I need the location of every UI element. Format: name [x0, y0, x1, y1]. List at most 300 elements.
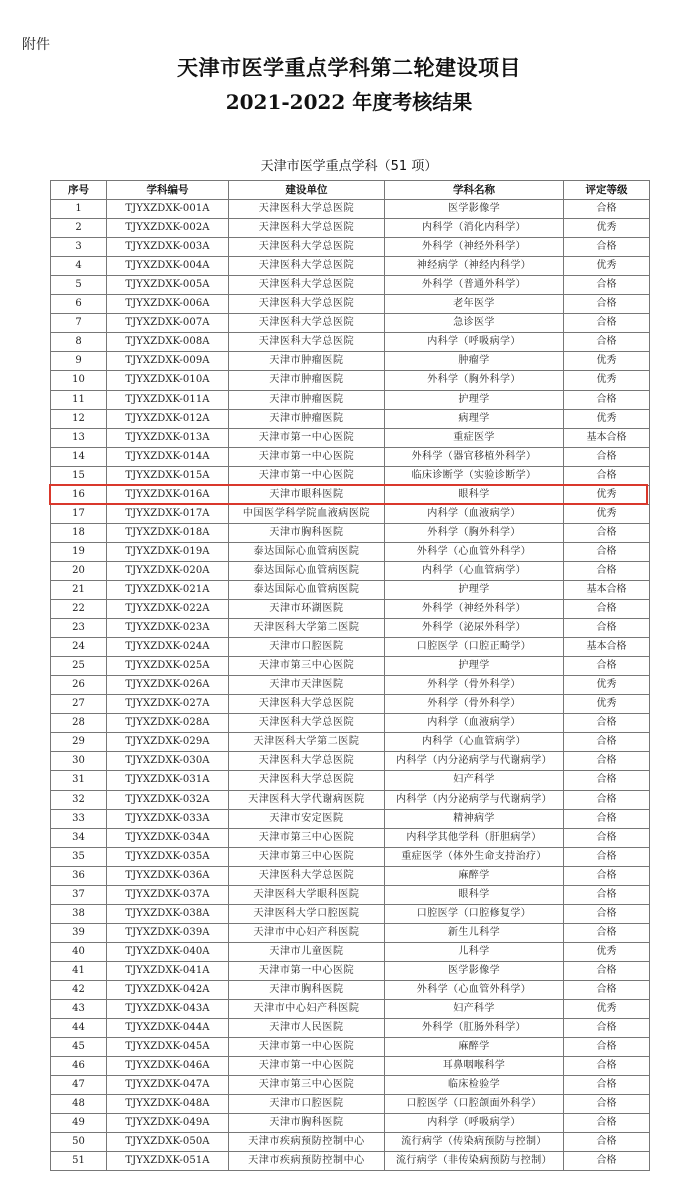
- row-subject-cell: 内科学（血液病学）: [385, 714, 564, 733]
- row-subject-cell: 眼科学: [385, 885, 564, 904]
- table-row: [51, 428, 650, 447]
- row-unit-cell: 天津医科大学总医院: [229, 866, 385, 885]
- row-seq-cell: 20: [51, 561, 107, 580]
- row-subject-cell: 内科学（心血管病学）: [385, 733, 564, 752]
- row-subject-cell: 妇产科学: [385, 1000, 564, 1019]
- row-subject-cell: 麻醉学: [385, 866, 564, 885]
- row-code-cell: TJYXZDXK-003A: [107, 238, 229, 257]
- row-seq-cell: 50: [51, 1133, 107, 1152]
- row-seq-cell: 11: [51, 390, 107, 409]
- table-row: [51, 219, 650, 238]
- row-subject-cell: 口腔医学（口腔修复学）: [385, 904, 564, 923]
- table-row: [51, 1152, 650, 1171]
- row-grade-cell: 合格: [564, 1133, 650, 1152]
- row-subject-cell: 内科学（内分泌病学与代谢病学）: [385, 752, 564, 771]
- row-grade-cell: 合格: [564, 1038, 650, 1057]
- row-code-cell: TJYXZDXK-005A: [107, 276, 229, 295]
- table-row: [51, 276, 650, 295]
- row-subject-cell: 内科学（心血管病学）: [385, 561, 564, 580]
- table-row: [51, 790, 650, 809]
- row-code-cell: TJYXZDXK-045A: [107, 1038, 229, 1057]
- row-seq-cell: 1: [51, 200, 107, 219]
- row-unit-cell: 天津医科大学总医院: [229, 333, 385, 352]
- row-unit-cell: 天津市第三中心医院: [229, 657, 385, 676]
- row-code-cell: TJYXZDXK-032A: [107, 790, 229, 809]
- document-title: 天津市医学重点学科第二轮建设项目: [177, 55, 521, 80]
- row-grade-cell: 合格: [564, 1095, 650, 1114]
- row-unit-cell: 天津市疾病预防控制中心: [229, 1152, 385, 1171]
- row-unit-cell: 天津医科大学总医院: [229, 771, 385, 790]
- row-unit-cell: 天津医科大学总医院: [229, 276, 385, 295]
- row-subject-cell: 外科学（骨外科学）: [385, 695, 564, 714]
- row-grade-cell: 合格: [564, 771, 650, 790]
- row-seq-cell: 15: [51, 466, 107, 485]
- row-code-cell: TJYXZDXK-008A: [107, 333, 229, 352]
- attachment-label: 附件: [22, 37, 50, 53]
- row-grade-cell: 基本合格: [564, 638, 650, 657]
- table-row: [51, 714, 650, 733]
- row-seq-cell: 47: [51, 1076, 107, 1095]
- row-seq-cell: 7: [51, 314, 107, 333]
- row-code-cell: TJYXZDXK-047A: [107, 1076, 229, 1095]
- row-code-cell: TJYXZDXK-029A: [107, 733, 229, 752]
- row-seq-cell: 51: [51, 1152, 107, 1171]
- row-grade-cell: 合格: [564, 733, 650, 752]
- row-code-cell: TJYXZDXK-039A: [107, 923, 229, 942]
- header-unit: 建设单位: [229, 181, 385, 200]
- row-seq-cell: 34: [51, 828, 107, 847]
- table-row: [51, 828, 650, 847]
- row-seq-cell: 35: [51, 847, 107, 866]
- table-row: [51, 619, 650, 638]
- row-grade-cell: 合格: [564, 600, 650, 619]
- row-code-cell: TJYXZDXK-010A: [107, 371, 229, 390]
- row-unit-cell: 天津医科大学第二医院: [229, 733, 385, 752]
- row-seq-cell: 19: [51, 542, 107, 561]
- table-row: [51, 961, 650, 980]
- row-seq-cell: 17: [51, 504, 107, 523]
- header-subject: 学科名称: [385, 181, 564, 200]
- row-code-cell: TJYXZDXK-042A: [107, 980, 229, 999]
- row-grade-cell: 优秀: [564, 257, 650, 276]
- table-row: [51, 371, 650, 390]
- row-code-cell: TJYXZDXK-026A: [107, 676, 229, 695]
- table-row: [51, 638, 650, 657]
- row-grade-cell: 优秀: [564, 942, 650, 961]
- row-subject-cell: 内科学其他学科（肝胆病学）: [385, 828, 564, 847]
- row-code-cell: TJYXZDXK-011A: [107, 390, 229, 409]
- row-seq-cell: 27: [51, 695, 107, 714]
- row-code-cell: TJYXZDXK-049A: [107, 1114, 229, 1133]
- row-subject-cell: 内科学（呼吸病学）: [385, 333, 564, 352]
- row-grade-cell: 合格: [564, 885, 650, 904]
- row-grade-cell: 合格: [564, 904, 650, 923]
- row-seq-cell: 4: [51, 257, 107, 276]
- row-seq-cell: 46: [51, 1057, 107, 1076]
- row-seq-cell: 45: [51, 1038, 107, 1057]
- row-code-cell: TJYXZDXK-001A: [107, 200, 229, 219]
- row-seq-cell: 33: [51, 809, 107, 828]
- row-seq-cell: 29: [51, 733, 107, 752]
- row-unit-cell: 天津医科大学总医院: [229, 200, 385, 219]
- row-unit-cell: 天津市安定医院: [229, 809, 385, 828]
- row-unit-cell: 天津医科大学第二医院: [229, 619, 385, 638]
- row-code-cell: TJYXZDXK-019A: [107, 542, 229, 561]
- row-subject-cell: 精神病学: [385, 809, 564, 828]
- row-subject-cell: 外科学（普通外科学）: [385, 276, 564, 295]
- row-grade-cell: 合格: [564, 828, 650, 847]
- row-seq-cell: 8: [51, 333, 107, 352]
- row-subject-cell: 神经病学（神经内科学）: [385, 257, 564, 276]
- row-unit-cell: 天津市第一中心医院: [229, 1038, 385, 1057]
- row-unit-cell: 天津市疾病预防控制中心: [229, 1133, 385, 1152]
- table-row: [51, 1076, 650, 1095]
- row-grade-cell: 基本合格: [564, 428, 650, 447]
- row-seq-cell: 3: [51, 238, 107, 257]
- row-unit-cell: 中国医学科学院血液病医院: [229, 504, 385, 523]
- row-subject-cell: 临床检验学: [385, 1076, 564, 1095]
- row-unit-cell: 天津医科大学总医院: [229, 257, 385, 276]
- row-grade-cell: 合格: [564, 866, 650, 885]
- row-subject-cell: 外科学（心血管外科学）: [385, 542, 564, 561]
- row-unit-cell: 天津市环湖医院: [229, 600, 385, 619]
- row-code-cell: TJYXZDXK-050A: [107, 1133, 229, 1152]
- row-subject-cell: 眼科学: [385, 485, 564, 504]
- table-row: [51, 352, 650, 371]
- row-unit-cell: 天津市第一中心医院: [229, 1057, 385, 1076]
- row-grade-cell: 合格: [564, 1152, 650, 1171]
- row-seq-cell: 41: [51, 961, 107, 980]
- table-row: [51, 942, 650, 961]
- row-code-cell: TJYXZDXK-002A: [107, 219, 229, 238]
- row-unit-cell: 天津市肿瘤医院: [229, 409, 385, 428]
- row-seq-cell: 21: [51, 580, 107, 599]
- row-unit-cell: 天津市肿瘤医院: [229, 352, 385, 371]
- row-seq-cell: 2: [51, 219, 107, 238]
- row-grade-cell: 合格: [564, 923, 650, 942]
- header-seq: 序号: [51, 181, 107, 200]
- row-seq-cell: 30: [51, 752, 107, 771]
- table-row: [51, 1057, 650, 1076]
- row-subject-cell: 临床诊断学（实验诊断学）: [385, 466, 564, 485]
- row-code-cell: TJYXZDXK-030A: [107, 752, 229, 771]
- row-seq-cell: 24: [51, 638, 107, 657]
- row-unit-cell: 天津市人民医院: [229, 1019, 385, 1038]
- table-row: [51, 1114, 650, 1133]
- row-grade-cell: 合格: [564, 523, 650, 542]
- table-row: [51, 657, 650, 676]
- row-code-cell: TJYXZDXK-038A: [107, 904, 229, 923]
- row-unit-cell: 天津市中心妇产科医院: [229, 1000, 385, 1019]
- table-row: [51, 238, 650, 257]
- row-code-cell: TJYXZDXK-009A: [107, 352, 229, 371]
- row-seq-cell: 40: [51, 942, 107, 961]
- row-grade-cell: 合格: [564, 790, 650, 809]
- row-grade-cell: 合格: [564, 238, 650, 257]
- row-seq-cell: 39: [51, 923, 107, 942]
- row-unit-cell: 天津医科大学总医院: [229, 695, 385, 714]
- row-unit-cell: 天津医科大学总医院: [229, 752, 385, 771]
- row-subject-cell: 新生儿科学: [385, 923, 564, 942]
- row-subject-cell: 儿科学: [385, 942, 564, 961]
- row-subject-cell: 重症医学（体外生命支持治疗）: [385, 847, 564, 866]
- row-grade-cell: 优秀: [564, 219, 650, 238]
- row-unit-cell: 天津市第三中心医院: [229, 1076, 385, 1095]
- table-row: [51, 200, 650, 219]
- row-unit-cell: 天津医科大学代谢病医院: [229, 790, 385, 809]
- table-row: [51, 923, 650, 942]
- row-unit-cell: 天津医科大学总医院: [229, 238, 385, 257]
- row-seq-cell: 44: [51, 1019, 107, 1038]
- row-unit-cell: 天津医科大学总医院: [229, 295, 385, 314]
- row-seq-cell: 49: [51, 1114, 107, 1133]
- row-unit-cell: 天津市第一中心医院: [229, 466, 385, 485]
- table-row: [51, 561, 650, 580]
- row-code-cell: TJYXZDXK-006A: [107, 295, 229, 314]
- row-subject-cell: 护理学: [385, 390, 564, 409]
- row-seq-cell: 6: [51, 295, 107, 314]
- row-seq-cell: 32: [51, 790, 107, 809]
- row-grade-cell: 基本合格: [564, 580, 650, 599]
- row-grade-cell: 优秀: [564, 676, 650, 695]
- table-row: [51, 1095, 650, 1114]
- row-grade-cell: 合格: [564, 752, 650, 771]
- row-code-cell: TJYXZDXK-018A: [107, 523, 229, 542]
- row-grade-cell: 合格: [564, 466, 650, 485]
- row-code-cell: TJYXZDXK-037A: [107, 885, 229, 904]
- row-seq-cell: 38: [51, 904, 107, 923]
- row-code-cell: TJYXZDXK-046A: [107, 1057, 229, 1076]
- row-unit-cell: 泰达国际心血管病医院: [229, 561, 385, 580]
- row-unit-cell: 泰达国际心血管病医院: [229, 542, 385, 561]
- row-code-cell: TJYXZDXK-048A: [107, 1095, 229, 1114]
- row-code-cell: TJYXZDXK-028A: [107, 714, 229, 733]
- row-code-cell: TJYXZDXK-051A: [107, 1152, 229, 1171]
- table-row: [51, 1000, 650, 1019]
- row-code-cell: TJYXZDXK-016A: [107, 485, 229, 504]
- row-code-cell: TJYXZDXK-021A: [107, 580, 229, 599]
- row-code-cell: TJYXZDXK-034A: [107, 828, 229, 847]
- table-row: [51, 1019, 650, 1038]
- row-subject-cell: 口腔医学（口腔正畸学）: [385, 638, 564, 657]
- header-grade: 评定等级: [564, 181, 650, 200]
- row-unit-cell: 天津市肿瘤医院: [229, 371, 385, 390]
- row-subject-cell: 外科学（神经外科学）: [385, 238, 564, 257]
- row-grade-cell: 优秀: [564, 504, 650, 523]
- row-code-cell: TJYXZDXK-020A: [107, 561, 229, 580]
- row-subject-cell: 外科学（肛肠外科学）: [385, 1019, 564, 1038]
- row-unit-cell: 天津市肿瘤医院: [229, 390, 385, 409]
- row-seq-cell: 10: [51, 371, 107, 390]
- row-subject-cell: 外科学（心血管外科学）: [385, 980, 564, 999]
- row-grade-cell: 优秀: [564, 409, 650, 428]
- row-code-cell: TJYXZDXK-044A: [107, 1019, 229, 1038]
- row-subject-cell: 急诊医学: [385, 314, 564, 333]
- row-subject-cell: 内科学（内分泌病学与代谢病学）: [385, 790, 564, 809]
- row-subject-cell: 医学影像学: [385, 961, 564, 980]
- row-code-cell: TJYXZDXK-017A: [107, 504, 229, 523]
- row-unit-cell: 天津医科大学总医院: [229, 314, 385, 333]
- row-code-cell: TJYXZDXK-022A: [107, 600, 229, 619]
- row-grade-cell: 合格: [564, 1019, 650, 1038]
- row-seq-cell: 18: [51, 523, 107, 542]
- row-subject-cell: 重症医学: [385, 428, 564, 447]
- row-grade-cell: 合格: [564, 200, 650, 219]
- row-grade-cell: 合格: [564, 314, 650, 333]
- row-seq-cell: 48: [51, 1095, 107, 1114]
- row-seq-cell: 14: [51, 447, 107, 466]
- row-grade-cell: 合格: [564, 276, 650, 295]
- row-subject-cell: 护理学: [385, 580, 564, 599]
- row-unit-cell: 天津市胸科医院: [229, 980, 385, 999]
- row-subject-cell: 外科学（神经外科学）: [385, 600, 564, 619]
- row-grade-cell: 合格: [564, 295, 650, 314]
- row-code-cell: TJYXZDXK-027A: [107, 695, 229, 714]
- table-row: [51, 409, 650, 428]
- row-subject-cell: 流行病学（传染病预防与控制）: [385, 1133, 564, 1152]
- row-grade-cell: 优秀: [564, 1000, 650, 1019]
- row-unit-cell: 天津市第一中心医院: [229, 961, 385, 980]
- table-row: [51, 295, 650, 314]
- row-unit-cell: 天津市第三中心医院: [229, 847, 385, 866]
- row-subject-cell: 医学影像学: [385, 200, 564, 219]
- row-seq-cell: 43: [51, 1000, 107, 1019]
- row-unit-cell: 天津市胸科医院: [229, 523, 385, 542]
- row-code-cell: TJYXZDXK-041A: [107, 961, 229, 980]
- table-row: [51, 695, 650, 714]
- row-code-cell: TJYXZDXK-043A: [107, 1000, 229, 1019]
- table-row: [51, 1038, 650, 1057]
- table-row: [51, 447, 650, 466]
- table-row: [51, 600, 650, 619]
- table-row: [51, 885, 650, 904]
- table-row: [51, 504, 650, 523]
- row-subject-cell: 病理学: [385, 409, 564, 428]
- row-code-cell: TJYXZDXK-031A: [107, 771, 229, 790]
- row-grade-cell: 合格: [564, 1057, 650, 1076]
- table-row: [51, 314, 650, 333]
- table-row: [51, 733, 650, 752]
- row-code-cell: TJYXZDXK-015A: [107, 466, 229, 485]
- row-seq-cell: 23: [51, 619, 107, 638]
- row-subject-cell: 口腔医学（口腔颌面外科学）: [385, 1095, 564, 1114]
- row-code-cell: TJYXZDXK-025A: [107, 657, 229, 676]
- table-row: [51, 257, 650, 276]
- row-unit-cell: 天津市胸科医院: [229, 1114, 385, 1133]
- row-subject-cell: 肿瘤学: [385, 352, 564, 371]
- row-seq-cell: 28: [51, 714, 107, 733]
- row-grade-cell: 合格: [564, 980, 650, 999]
- row-grade-cell: 合格: [564, 561, 650, 580]
- row-subject-cell: 外科学（胸外科学）: [385, 371, 564, 390]
- table-row: [51, 752, 650, 771]
- table-row: [51, 1133, 650, 1152]
- table-body: [51, 200, 650, 1171]
- row-seq-cell: 22: [51, 600, 107, 619]
- row-grade-cell: 合格: [564, 619, 650, 638]
- row-unit-cell: 天津市第三中心医院: [229, 828, 385, 847]
- row-subject-cell: 麻醉学: [385, 1038, 564, 1057]
- table-row: [51, 542, 650, 561]
- row-code-cell: TJYXZDXK-014A: [107, 447, 229, 466]
- row-seq-cell: 9: [51, 352, 107, 371]
- row-subject-cell: 妇产科学: [385, 771, 564, 790]
- table-row: [51, 904, 650, 923]
- row-subject-cell: 内科学（呼吸病学）: [385, 1114, 564, 1133]
- row-code-cell: TJYXZDXK-024A: [107, 638, 229, 657]
- row-subject-cell: 耳鼻咽喉科学: [385, 1057, 564, 1076]
- table-row: [51, 980, 650, 999]
- row-grade-cell: 优秀: [564, 485, 650, 504]
- row-seq-cell: 5: [51, 276, 107, 295]
- table-row: [51, 390, 650, 409]
- row-subject-cell: 流行病学（非传染病预防与控制）: [385, 1152, 564, 1171]
- row-unit-cell: 天津市第一中心医院: [229, 428, 385, 447]
- row-unit-cell: 天津医科大学总医院: [229, 714, 385, 733]
- row-subject-cell: 外科学（骨外科学）: [385, 676, 564, 695]
- row-code-cell: TJYXZDXK-012A: [107, 409, 229, 428]
- row-subject-cell: 外科学（器官移植外科学）: [385, 447, 564, 466]
- table-row: [51, 809, 650, 828]
- row-grade-cell: 合格: [564, 961, 650, 980]
- row-subject-cell: 护理学: [385, 657, 564, 676]
- row-unit-cell: 天津市第一中心医院: [229, 447, 385, 466]
- table-header-row: [51, 181, 650, 200]
- row-grade-cell: 优秀: [564, 352, 650, 371]
- row-seq-cell: 31: [51, 771, 107, 790]
- row-seq-cell: 13: [51, 428, 107, 447]
- row-grade-cell: 合格: [564, 1114, 650, 1133]
- document-subtitle: 2021-2022 年度考核结果: [225, 90, 473, 114]
- header-code: 学科编号: [107, 181, 229, 200]
- table-row: [51, 771, 650, 790]
- row-unit-cell: 天津医科大学眼科医院: [229, 885, 385, 904]
- row-grade-cell: 合格: [564, 447, 650, 466]
- row-grade-cell: 优秀: [564, 371, 650, 390]
- row-code-cell: TJYXZDXK-035A: [107, 847, 229, 866]
- row-code-cell: TJYXZDXK-013A: [107, 428, 229, 447]
- row-seq-cell: 37: [51, 885, 107, 904]
- row-code-cell: TJYXZDXK-023A: [107, 619, 229, 638]
- row-unit-cell: 天津医科大学总医院: [229, 219, 385, 238]
- row-code-cell: TJYXZDXK-036A: [107, 866, 229, 885]
- row-unit-cell: 天津市儿童医院: [229, 942, 385, 961]
- row-grade-cell: 合格: [564, 1076, 650, 1095]
- table-row: [51, 580, 650, 599]
- row-unit-cell: 天津市天津医院: [229, 676, 385, 695]
- row-grade-cell: 合格: [564, 390, 650, 409]
- row-code-cell: TJYXZDXK-004A: [107, 257, 229, 276]
- row-seq-cell: 42: [51, 980, 107, 999]
- row-grade-cell: 优秀: [564, 695, 650, 714]
- row-seq-cell: 36: [51, 866, 107, 885]
- row-subject-cell: 老年医学: [385, 295, 564, 314]
- row-unit-cell: 天津市眼科医院: [229, 485, 385, 504]
- row-code-cell: TJYXZDXK-007A: [107, 314, 229, 333]
- row-unit-cell: 天津市口腔医院: [229, 1095, 385, 1114]
- results-table: [50, 180, 650, 1171]
- row-grade-cell: 合格: [564, 657, 650, 676]
- row-subject-cell: 内科学（血液病学）: [385, 504, 564, 523]
- table-row: [51, 523, 650, 542]
- row-code-cell: TJYXZDXK-040A: [107, 942, 229, 961]
- row-grade-cell: 合格: [564, 333, 650, 352]
- table-row: [51, 466, 650, 485]
- row-subject-cell: 外科学（泌尿外科学）: [385, 619, 564, 638]
- table-row: [51, 866, 650, 885]
- row-seq-cell: 16: [51, 485, 107, 504]
- row-unit-cell: 天津市口腔医院: [229, 638, 385, 657]
